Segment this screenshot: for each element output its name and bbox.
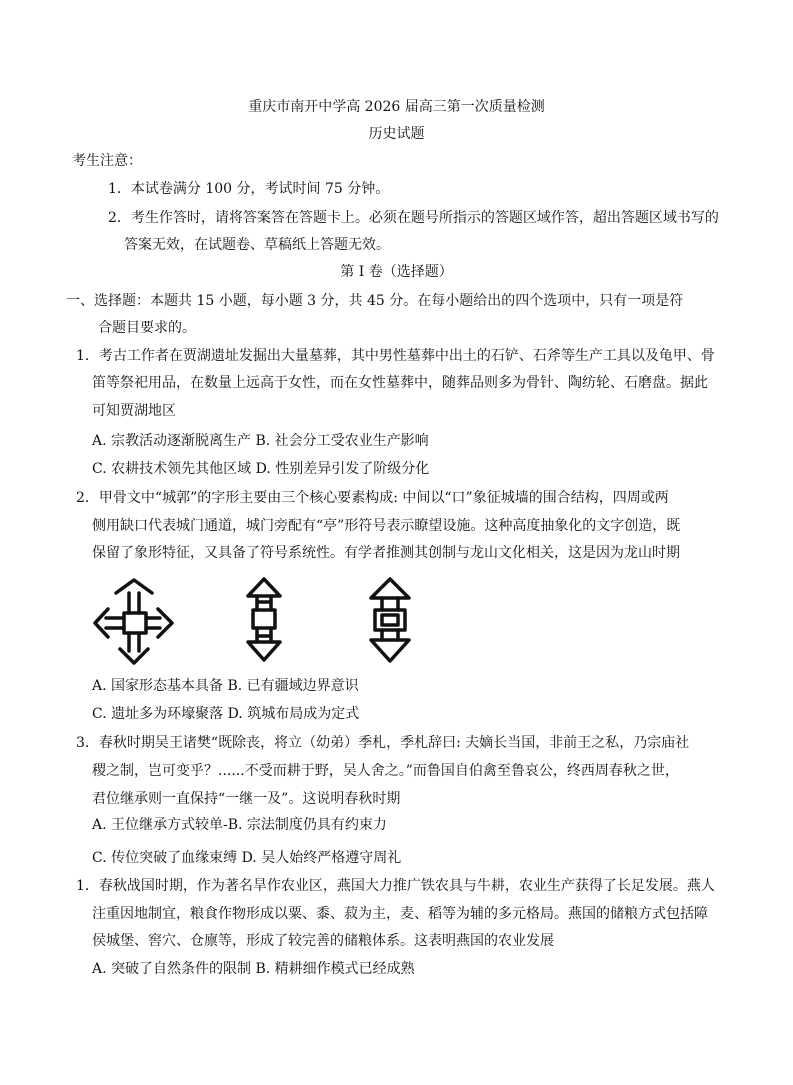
question-options-row: A. 突破了自然条件的限制 B. 精耕细作模式已经成熟 bbox=[92, 961, 415, 977]
notice-item-2-line-2: 答案无效，在试题卷、草稿纸上答题无效。 bbox=[124, 237, 390, 253]
question-stem-line: 侯城堡、窖穴、仓廪等，形成了较完善的储粮体系。这表明燕国的农业发展 bbox=[92, 933, 554, 949]
question-options-row: A. 宗教活动逐渐脱离生产 B. 社会分工受农业生产影响 bbox=[92, 433, 429, 449]
question-stem-line: 注重因地制宜，粮食作物形成以粟、黍、菽为主，麦、稻等为辅的多元格局。燕国的储粮方式包括障 bbox=[92, 906, 708, 922]
section-instructions-line-1: 一、选择题：本题共 15 小题，每小题 3 分，共 45 分。在每小题给出的四个选项中，只有一项是符 bbox=[66, 293, 684, 309]
oracle-glyph-two-gates-a-icon bbox=[244, 576, 284, 664]
question-stem-line: 2．甲骨文中“城郭”的字形主要由三个核心要素构成: 中间以“口”象征城墙的围合结构，四周或两 bbox=[76, 490, 669, 506]
question-options-row: A. 国家形态基本具备 B. 已有疆域边界意识 bbox=[92, 678, 359, 694]
question-options-row: C. 传位突破了血缘束缚 D. 吴人始终严格遵守周礼 bbox=[92, 850, 402, 866]
oracle-glyph-two-gates-b-icon bbox=[367, 576, 413, 664]
question-stem-line: 1．春秋战国时期，作为著名旱作农业区，燕国大力推广铁农具与牛耕，农业生产获得了长足发展。燕人 bbox=[76, 878, 715, 894]
question-stem-line: 保留了象形特征，又具备了符号系统性。有学者推测其创制与龙山文化相关，这是因为龙山时期 bbox=[92, 545, 680, 561]
question-stem-line: 1．考古工作者在贾湖遗址发掘出大量墓葬，其中男性墓葬中出土的石铲、石斧等生产工具以及龟甲、骨 bbox=[76, 348, 715, 364]
question-stem-line: 侧用缺口代表城门通道，城门旁配有“亭”形符号表示瞭望设施。这种高度抽象化的文字创造，既 bbox=[92, 518, 681, 534]
question-stem-line: 笛等祭祀用品，在数量上远高于女性，而在女性墓葬中，随葬品则多为骨针、陶纺轮、石磨盘。据此 bbox=[92, 375, 708, 391]
exam-title: 重庆市南开中学高 2026 届高三第一次质量检测 bbox=[248, 99, 545, 115]
question-stem-line: 稷之制，岂可变乎？......不受而耕于野，吴人舍之。”而鲁国自伯禽至鲁哀公，终西周春秋之世， bbox=[92, 763, 679, 779]
notice-heading: 考生注意： bbox=[72, 153, 142, 169]
question-options-row: C. 遗址多为环壕聚落 D. 筑城布局成为定式 bbox=[92, 706, 360, 722]
question-stem-line: 君位继承则一直保持“一继一及”。这说明春秋时期 bbox=[92, 791, 401, 807]
notice-item-2-line-1: 2．考生作答时，请将答案答在答题卡上。必须在题号所指示的答题区域作答，超出答题区域书写的 bbox=[108, 210, 719, 226]
section-instructions-line-2: 合题目要求的。 bbox=[98, 320, 196, 336]
notice-item-1: 1．本试卷满分 100 分，考试时间 75 分钟。 bbox=[108, 181, 390, 197]
question-stem-line: 可知贾湖地区 bbox=[92, 403, 176, 419]
question-stem-line: 3．春秋时期吴王诸樊“既除丧，将立（幼弟）季札，季札辞曰: 夫嫡长当国，非前王之私，乃宗庙社 bbox=[76, 735, 690, 751]
question-options-row: C. 农耕技术领先其他区域 D. 性别差异引发了阶级分化 bbox=[92, 461, 430, 477]
section-title: 第 I 卷（选择题） bbox=[340, 264, 453, 280]
question-options-row: A. 王位继承方式较单-B. 宗法制度仍具有约束力 bbox=[92, 817, 387, 833]
exam-subject: 历史试题 bbox=[368, 126, 425, 142]
oracle-glyph-four-gates-icon bbox=[92, 577, 176, 665]
